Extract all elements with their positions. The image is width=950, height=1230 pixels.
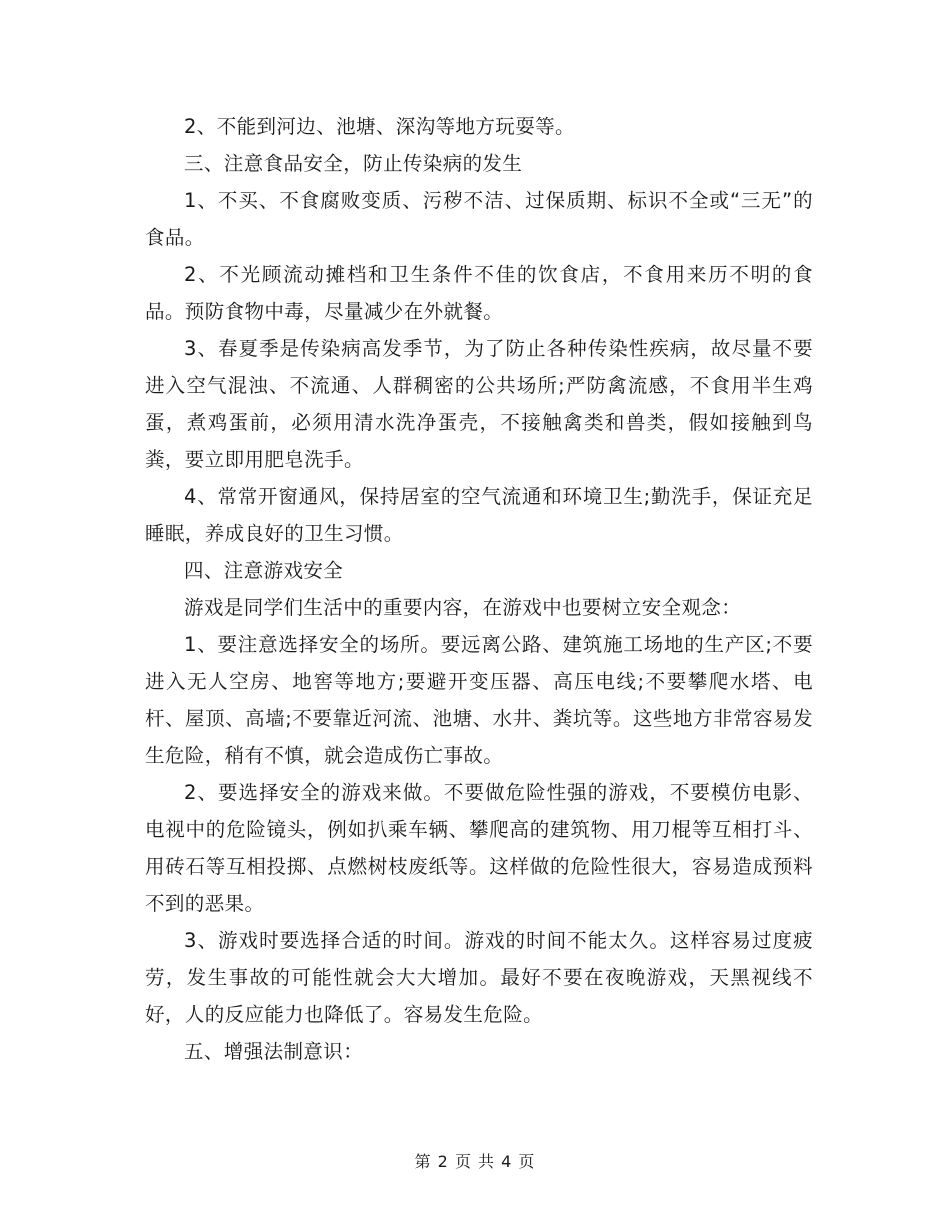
section-heading: 四、注意游戏安全	[184, 559, 344, 582]
paragraph: 2、要选择安全的游戏来做。不要做危险性强的游戏，不要模仿电影、电视中的危险镜头，例如扒乘车辆、攀爬高的建筑物、用刀棍等互相打斗、用砖石等互相投掷、点燃树枝废纸等。这样做的危险性很大，容易造成预料不到的恶果。	[145, 781, 813, 915]
document-body	[145, 108, 813, 1070]
paragraph: 1、不买、不食腐败变质、污秽不洁、过保质期、标识不全或“三无”的食品。	[145, 189, 813, 249]
paragraph: 4、常常开窗通风，保持居室的空气流通和环境卫生;勤洗手，保证充足睡眠，养成良好的卫生习惯。	[145, 485, 813, 545]
page-number-footer: 第 2 页 共 4 页	[414, 1152, 536, 1171]
paragraph: 游戏是同学们生活中的重要内容，在游戏中也要树立安全观念：	[184, 596, 742, 619]
paragraph: 3、游戏时要选择合适的时间。游戏的时间不能太久。这样容易过度疲劳，发生事故的可能性就会大大增加。最好不要在夜晚游戏，天黑视线不好，人的反应能力也降低了。容易发生危险。	[145, 929, 813, 1026]
paragraph: 2、不光顾流动摊档和卫生条件不佳的饮食店，不食用来历不明的食品。预防食物中毒，尽量减少在外就餐。	[145, 263, 813, 323]
paragraph: 1、要注意选择安全的场所。要远离公路、建筑施工场地的生产区;不要进入无人空房、地窖等地方;要避开变压器、高压电线;不要攀爬水塔、电杆、屋顶、高墙;不要靠近河流、池塘、水井、粪坑等。这些地方非常容易发生危险，稍有不慎，就会造成伤亡事故。	[145, 633, 813, 767]
paragraph: 3、春夏季是传染病高发季节，为了防止各种传染性疾病，故尽量不要进入空气混浊、不流通、人群稠密的公共场所;严防禽流感，不食用半生鸡蛋，煮鸡蛋前，必须用清水洗净蛋壳，不接触禽类和兽类，假如接触到鸟粪，要立即用肥皂洗手。	[145, 337, 813, 471]
section-heading: 五、增强法制意识：	[184, 1040, 364, 1063]
paragraph: 2、不能到河边、池塘、深沟等地方玩耍等。	[184, 115, 575, 138]
section-heading: 三、注意食品安全，防止传染病的发生	[184, 152, 523, 175]
